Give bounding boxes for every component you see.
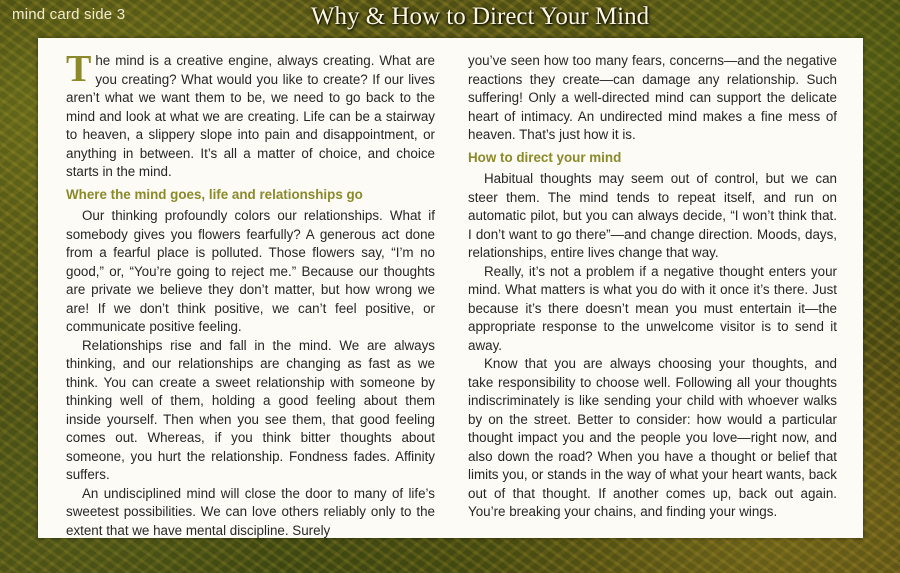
- paragraph: Relationships rise and fall in the mind. We are always thinking, and our relationships are changing as fast as we think. You can create a sweet relationship with someone by thinking well of them, holding a good feeling about them inside yourself. Then when you see them, that good feeling comes out. Whereas, if you think bitter thoughts about someone, you hurt the relationship. Fondness fades. Affinity suffers.: [66, 337, 435, 482]
- paragraph: Our thinking profoundly colors our relationships. What if somebody gives you flowers fearfully? A generous act done from a fearful place is polluted. Those flowers say, “I’m no good,” or, “You’re going to reject me.” Because our thoughts are private we believe they don’t matter, but how wrong we are! If we don’t think positive, we can’t feel positive, or communicate positive feeling.: [66, 208, 435, 334]
- paragraph-continued: you’ve seen how too many fears, concerns—and the negative reactions they create—can damage any relationship. Such suffering! Only a well-directed mind can support the delicate heart of intimacy. An undirected mind makes a fine mess of heaven. That’s just how it is.: [468, 53, 837, 142]
- paragraph: Habitual thoughts may seem out of control, but we can steer them. The mind tends to repeat itself, and run on automatic pilot, but you can always decide, “I won’t think that. I don’t want to go there”—and change direction. Moods, days, relationships, entire lives change that way.: [468, 171, 837, 260]
- paragraph: Really, it’s not a problem if a negative thought enters your mind. What matters is what you do with it once it’s there. Just because it’s there doesn’t mean you must entertain it—the appropriate response to the unwelcome visitor is to send it away.: [468, 263, 837, 353]
- intro-paragraph: [66, 48, 435, 182]
- drop-cap: T: [66, 48, 92, 90]
- card-side-label: mind card side 3: [12, 6, 126, 23]
- paragraph: Know that you are always choosing your thoughts, and take responsibility to choose well. Following all your thoughts indiscriminately is like sending your child with whoever walks by on the street. Better to consider: how would a particular thought impact you and the people you love—right now, and also down the road? When you have a thought or belief that limits you, or stands in the way of what your heart wants, back out of that thought. If another comes up, back out again. You’re breaking your chains, and finding your wings.: [468, 356, 837, 519]
- section-heading-relationships: Where the mind goes, life and relationships go: [66, 186, 363, 202]
- intro-text: he mind is a creative engine, always creating. What are you creating? What would you like to create? If our lives aren’t what we want them to be, we need to go back to the mind and look at what we are creating. Life can be a stairway to heaven, a slippery slope into pain and disappointment, or anything in between. It’s all a matter of choice, and choice starts in the mind.: [66, 53, 435, 179]
- right-column: [468, 52, 837, 522]
- left-column: [66, 48, 435, 540]
- text-panel: [38, 38, 863, 538]
- page-title: Why & How to Direct Your Mind: [310, 3, 650, 30]
- paragraph: An undisciplined mind will close the door to many of life’s sweetest possibilities. We can love others reliably only to the extent that we have mental discipline. Surely: [66, 485, 435, 538]
- section-heading-how-to: How to direct your mind: [468, 149, 622, 165]
